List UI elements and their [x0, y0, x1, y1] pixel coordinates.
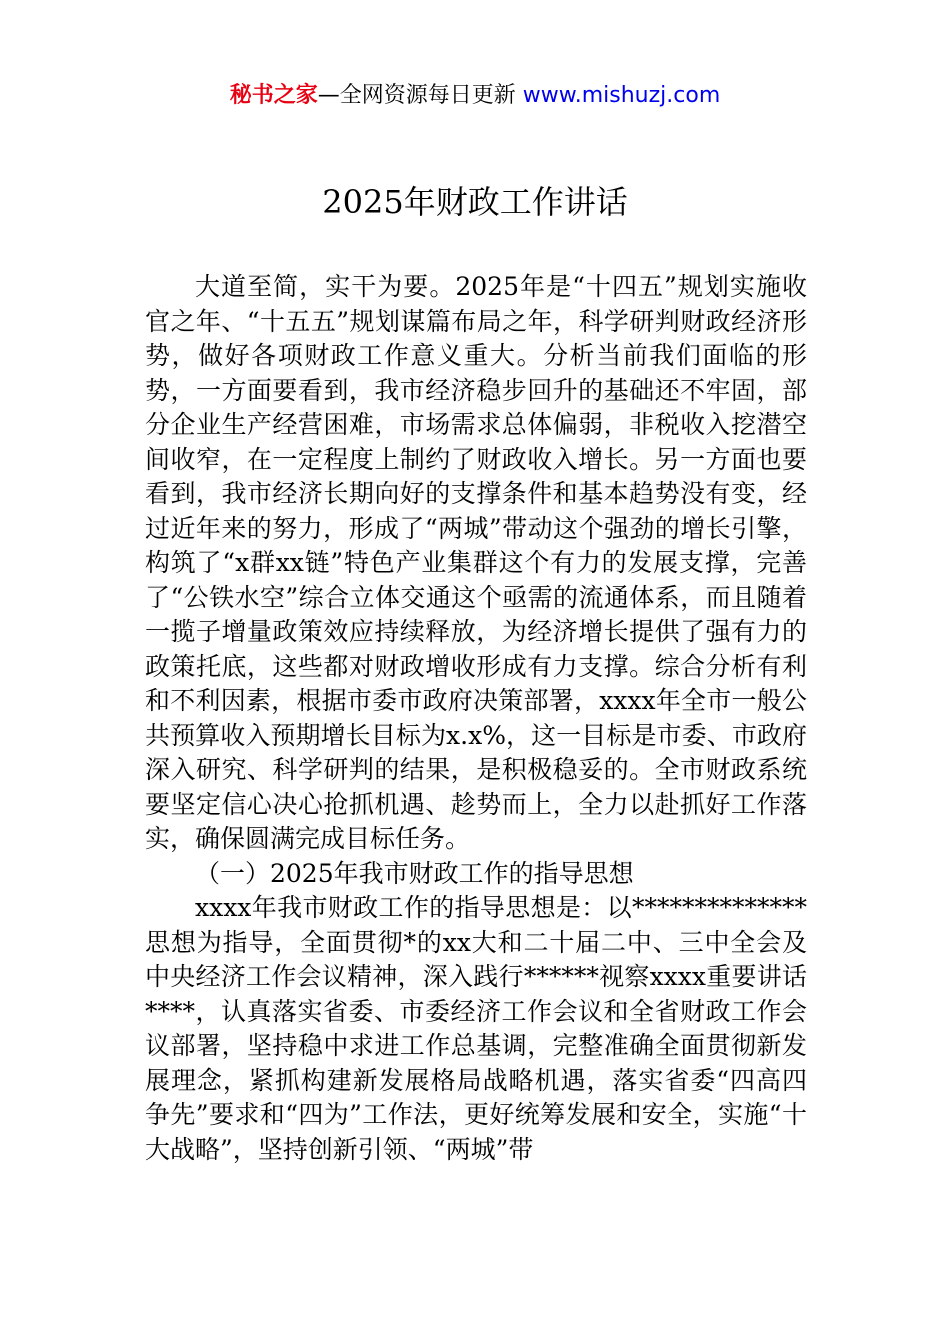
site-tagline: —全网资源每日更新	[317, 83, 523, 108]
body-paragraph-guiding-ideology: xxxx年我市财政工作的指导思想是：以**************思想为指导，全面贯彻*的xx大和二十届二中、三中全会及中央经济工作会议精神，深入践行******视察xxxx重要讲话****，认真落实省委、市委经济工作会议和全省财政工作会议部署，坚持稳中求进工作总基调，完整准确全面贯彻新发展理念，紧抓构建新发展格局战略机遇，落实省委“四高四争先”要求和“四为”工作法，更好统筹发展和安全，实施“十大战略”，坚持创新引领、“两城”带	[145, 893, 807, 1164]
site-url-link[interactable]: www.mishuzj.com	[522, 83, 721, 108]
document-body	[145, 270, 807, 1167]
site-brand: 秘书之家	[229, 83, 318, 108]
site-header	[0, 80, 950, 112]
document-title: 2025年财政工作讲话	[322, 183, 628, 221]
body-paragraph-intro: 大道至简，实干为要。2025年是“十四五”规划实施收官之年、“十五五”规划谋篇布局之年，科学研判财政经济形势，做好各项财政工作意义重大。分析当前我们面临的形势，一方面要看到，我市经济稳步回升的基础还不牢固，部分企业生产经营困难，市场需求总体偏弱，非税收入挖潜空间收窄，在一定程度上制约了财政收入增长。另一方面也要看到，我市经济长期向好的支撑条件和基本趋势没有变，经过近年来的努力，形成了“两城”带动这个强劲的增长引擎，构筑了“x群xx链”特色产业集群这个有力的发展支撑，完善了“公铁水空”综合立体交通这个亟需的流通体系，而且随着一揽子增量政策效应持续释放，为经济增长提供了强有力的政策托底，这些都对财政增收形成有力支撑。综合分析有利和不利因素，根据市委市政府决策部署，xxxx年全市一般公共预算收入预期增长目标为x.x%，这一目标是市委、市政府深入研究、科学研判的结果，是积极稳妥的。全市财政系统要坚定信心决心抢抓机遇、趁势而上，全力以赴抓好工作落实，确保圆满完成目标任务。	[145, 272, 807, 853]
section-heading-guiding-ideology: （一）2025年我市财政工作的指导思想	[195, 858, 634, 888]
